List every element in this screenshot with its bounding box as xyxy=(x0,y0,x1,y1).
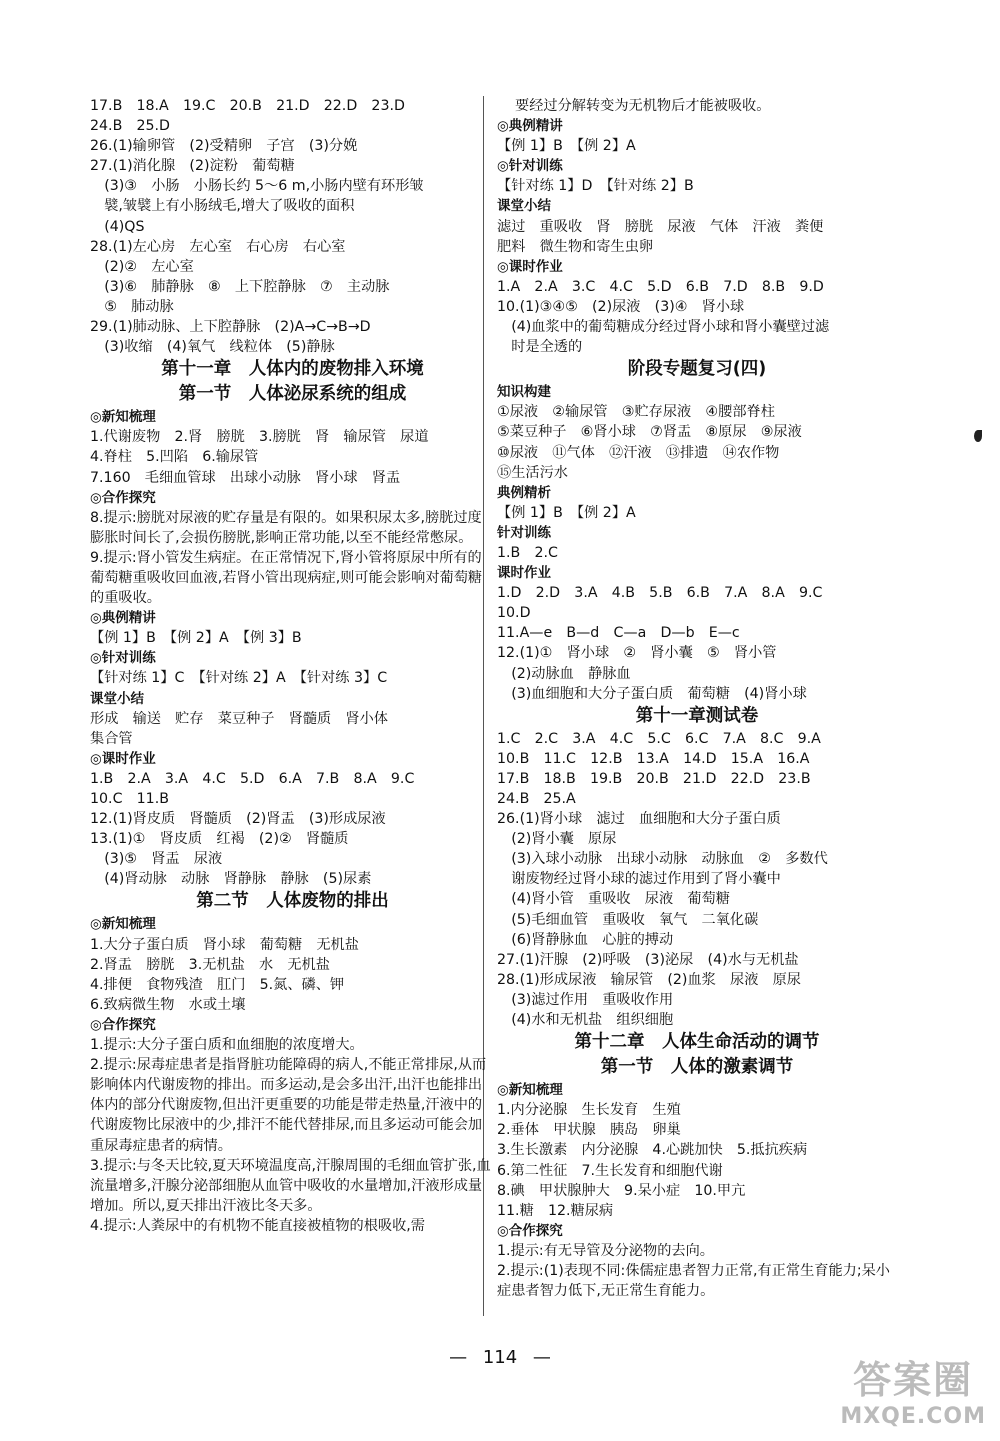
s1-dianli: 【例 1】B 【例 2】A 【例 3】B xyxy=(90,630,302,647)
label-xinzhi: ◎新知梳理 xyxy=(90,409,156,426)
text-line: 26.(1)肾小球 滤过 血细胞和大分子蛋白质 xyxy=(497,811,781,828)
text-line: 27.(1)汗腺 (2)呼吸 (3)泌尿 (4)水与无机盐 xyxy=(497,951,799,968)
label-zhendui-review: 针对训练 xyxy=(497,524,551,541)
text-line: 12.(1)① 肾小球 ② 肾小囊 ⑤ 肾小管 xyxy=(497,645,777,662)
watermark xyxy=(840,1349,986,1429)
text-line: 24.B 25.D xyxy=(90,118,170,135)
text-line: (2)动脉血 静脉血 xyxy=(497,665,631,682)
text-line: 1.B 2.A 3.A 4.C 5.D 6.A 7.B 8.A 9.C xyxy=(90,770,415,787)
text-line: 10.C 11.B xyxy=(90,791,169,807)
s1-hezuo-list xyxy=(90,508,495,608)
text-line: 28.(1)形成尿液 输尿管 (2)血浆 尿液 原尿 xyxy=(497,971,801,988)
text-line: (3)⑤ 肾盂 尿液 xyxy=(90,851,223,868)
label-ketang: 课堂小结 xyxy=(90,690,144,707)
text-line: (3)滤过作用 重吸收作用 xyxy=(497,991,674,1008)
c12-xinzhi-list xyxy=(497,1100,897,1221)
text-line: 6.致病微生物 水或土壤 xyxy=(90,996,246,1013)
label-xinzhi-2: ◎新知梳理 xyxy=(90,916,156,933)
prev-answers xyxy=(90,96,495,357)
text-line: 11.糖 12.糖尿病 xyxy=(497,1202,614,1219)
text-line: 1.内分泌腺 生长发育 生殖 xyxy=(497,1102,681,1119)
right-top-line: 要经过分解转变为无机物后才能被吸收。 xyxy=(515,98,771,114)
label-hezuo-2: ◎合作探究 xyxy=(90,1016,156,1033)
text-line: (4)肾小管 重吸收 尿液 葡萄糖 xyxy=(497,891,730,908)
s2-zhendui: 【针对练 1】D 【针对练 2】B xyxy=(497,178,694,195)
right-column xyxy=(497,96,897,1301)
text-line: (2)② 左心室 xyxy=(90,258,194,275)
text-line: 8.碘 甲状腺肿大 9.呆小症 10.甲亢 xyxy=(497,1182,746,1199)
text-line: 滤过 重吸收 肾 膀胱 尿液 气体 汗液 粪便 xyxy=(497,218,824,235)
text-line: 17.B 18.B 19.B 20.B 21.D 22.D 23.B xyxy=(497,770,811,787)
label-dianli-2: ◎典例精讲 xyxy=(497,118,563,135)
review-zhishi-list xyxy=(497,402,897,482)
s2-keshi-list xyxy=(497,277,897,357)
test-answers-list xyxy=(497,729,897,1030)
text-line: 2.肾盂 膀胱 3.无机盐 水 无机盐 xyxy=(90,956,330,973)
text-line: (3)③ 小肠 小肠长约 5～6 m,小肠内壁有环形皱 xyxy=(90,178,424,195)
label-keshi: ◎课时作业 xyxy=(90,750,156,767)
text-line: 1.提示:有无导管及分泌物的去向。 xyxy=(497,1242,714,1259)
label-dianli: ◎典例精讲 xyxy=(90,610,156,627)
text-line: ⑩尿液 ⑪气体 ⑫汗液 ⑬排遗 ⑭农作物 xyxy=(497,444,780,461)
text-line: 2.提示:(1)表现不同:侏儒症患者智力正常,有正常生育能力;呆小症患者智力低下,无正常生育能力。 xyxy=(497,1262,890,1300)
text-line: 3.生长激素 内分泌腺 4.心跳加快 5.抵抗疾病 xyxy=(497,1142,808,1159)
label-zhendui: ◎针对训练 xyxy=(90,650,156,667)
text-line: ①尿液 ②输尿管 ③贮存尿液 ④腰部脊柱 xyxy=(497,404,775,421)
s2-ketang-list xyxy=(497,217,897,257)
c12-hezuo-list xyxy=(497,1241,897,1301)
text-line: (3)入球小动脉 出球小动脉 动脉血 ② 多数代 xyxy=(497,851,828,868)
text-line: 24.B 25.A xyxy=(497,791,576,807)
text-line: (6)肾静脉血 心脏的搏动 xyxy=(497,931,674,948)
text-line: (3)收缩 (4)氧气 线粒体 (5)静脉 xyxy=(90,339,335,356)
watermark-logo: 答案圈 xyxy=(853,1357,974,1402)
text-line: 11.A—e B—d C—a D—b E—c xyxy=(497,625,740,642)
label-keshi-review: 课时作业 xyxy=(497,565,551,582)
text-line: 12.(1)肾皮质 肾髓质 (2)肾盂 (3)形成尿液 xyxy=(90,811,386,828)
text-line: ⑤ 肺动脉 xyxy=(90,298,174,315)
review-dianli: 【例 1】B 【例 2】A xyxy=(497,504,636,521)
text-line: (4)血浆中的葡萄糖成分经过肾小球和肾小囊壁过滤 xyxy=(497,319,830,336)
s1-zhendui: 【针对练 1】C 【针对练 2】A 【针对练 3】C xyxy=(90,670,388,687)
test-title: 第十一章测试卷 xyxy=(635,705,759,726)
label-xinzhi-c12: ◎新知梳理 xyxy=(497,1082,563,1099)
section-2-title: 第二节 人体废物的排出 xyxy=(196,891,389,912)
s2-xinzhi-list xyxy=(90,935,495,1015)
s2-dianli: 【例 1】B 【例 2】A xyxy=(497,138,636,155)
text-line: (4)QS xyxy=(90,218,145,235)
text-line: 1.代谢废物 2.肾 膀胱 3.膀胱 肾 输尿管 尿道 xyxy=(90,429,429,446)
text-line: 1.D 2.D 3.A 4.B 5.B 6.B 7.A 8.A 9.C xyxy=(497,585,823,602)
text-line: (3)⑥ 肺静脉 ⑧ 上下腔静脉 ⑦ 主动脉 xyxy=(90,278,390,295)
text-line: 肥料 微生物和寄生虫卵 xyxy=(497,238,654,255)
text-line: 4.提示:人粪尿中的有机物不能直接被植物的根吸收,需 xyxy=(90,1217,425,1234)
label-hezuo: ◎合作探究 xyxy=(90,489,156,506)
text-line: (4)水和无机盐 组织细胞 xyxy=(497,1012,674,1029)
label-zhishi: 知识构建 xyxy=(497,384,551,401)
s1-ketang-list xyxy=(90,709,495,749)
text-line: 谢废物经过肾小球的滤过作用到了肾小囊中 xyxy=(497,871,781,888)
s1-keshi-list xyxy=(90,769,495,890)
text-line: 7.160 毛细血管球 出球小动脉 肾小球 肾盂 xyxy=(90,469,401,486)
page-dash-left: — xyxy=(449,1347,468,1368)
label-hezuo-c12: ◎合作探究 xyxy=(497,1222,563,1239)
label-ketang-2: 课堂小结 xyxy=(497,198,551,215)
page-dash-right: — xyxy=(532,1347,551,1368)
text-line: 形成 输送 贮存 菜豆种子 肾髓质 肾小体 xyxy=(90,710,388,727)
text-line: (4)肾动脉 动脉 肾静脉 静脉 (5)尿素 xyxy=(90,871,372,888)
text-line: 1.C 2.C 3.A 4.C 5.C 6.C 7.A 8.C 9.A xyxy=(497,730,821,747)
text-line: 4.排便 食物残渣 肛门 5.氮、磷、钾 xyxy=(90,976,345,993)
page-number-value: 114 xyxy=(482,1347,518,1368)
label-keshi-2: ◎课时作业 xyxy=(497,258,563,275)
chapter-11-title: 第十一章 人体内的废物排入环境 xyxy=(161,359,424,380)
text-line: 3.提示:与冬天比较,夏天环境温度高,汗腺周围的毛细血管扩张,血流量增多,汗腺分泌部细胞从血管中吸收的水量增加,汗液形成量增加。所以,夏天排出汗液比冬天多。 xyxy=(90,1157,491,1214)
section-1-title: 第一节 人体泌尿系统的组成 xyxy=(178,384,407,405)
text-line: 襞,皱襞上有小肠绒毛,增大了吸收的面积 xyxy=(90,198,355,215)
text-line: 1.提示:大分子蛋白质和血细胞的浓度增大。 xyxy=(90,1037,364,1054)
review-title: 阶段专题复习(四) xyxy=(627,359,767,380)
text-line: (3)血细胞和大分子蛋白质 葡萄糖 (4)肾小球 xyxy=(497,685,807,702)
text-line: (2)肾小囊 原尿 xyxy=(497,831,617,848)
text-line: 17.B 18.A 19.C 20.B 21.D 22.D 23.D xyxy=(90,98,405,114)
label-dianli-review: 典例精析 xyxy=(497,484,551,501)
text-line: (5)毛细血管 重吸收 氧气 二氧化碳 xyxy=(497,911,759,928)
ink-mark xyxy=(974,430,982,442)
text-line: 4.脊柱 5.凹陷 6.输尿管 xyxy=(90,449,259,466)
c12-section-1-title: 第一节 人体的激素调节 xyxy=(600,1057,794,1078)
text-line: 29.(1)肺动脉、上下腔静脉 (2)A→C→B→D xyxy=(90,319,371,336)
watermark-url: MXQE.COM xyxy=(840,1404,986,1429)
text-line: 10.D xyxy=(497,605,531,622)
text-line: 2.垂体 甲状腺 胰岛 卵巢 xyxy=(497,1122,681,1139)
text-line: 6.第二性征 7.生长发育和细胞代谢 xyxy=(497,1162,723,1179)
text-line: ⑮生活污水 xyxy=(497,464,568,481)
label-zhendui-2: ◎针对训练 xyxy=(497,158,563,175)
text-line: 27.(1)消化腺 (2)淀粉 葡萄糖 xyxy=(90,158,295,175)
text-line: 10.B 11.C 12.B 13.A 14.D 15.A 16.A xyxy=(497,750,810,767)
text-line: 时是全透的 xyxy=(497,339,583,356)
text-line: 1.大分子蛋白质 肾小球 葡萄糖 无机盐 xyxy=(90,936,359,953)
s2-hezuo-list xyxy=(90,1035,495,1236)
text-line: 2.提示:尿毒症患者是指肾脏功能障碍的病人,不能正常排尿,从而影响体内代谢废物的排出。而多运动,是会多出汗,出汗也能排出体内的部分代谢废物,但出汗更重要的功能是带走热量,汗液中的代谢废物比尿液中的少,排汗不能代替排尿,而且多运动可能会加重尿毒症患者的病情。 xyxy=(90,1057,487,1154)
text-line: 8.提示:膀胱对尿液的贮存量是有限的。如果积尿太多,膀胱过度膨胀时间长了,会损伤膀胱,影响正常功能,以至不能经常憋尿。 xyxy=(90,509,482,546)
text-line: 9.提示:肾小管发生病症。在正常情况下,肾小管将原尿中所有的葡萄糖重吸收回血液,若肾小管出现病症,则可能会影响对葡萄糖的重吸收。 xyxy=(90,549,483,607)
text-line: ⑤菜豆种子 ⑥肾小球 ⑦肾盂 ⑧原尿 ⑨尿液 xyxy=(497,424,802,441)
text-line: 26.(1)输卵管 (2)受精卵 子宫 (3)分娩 xyxy=(90,138,358,155)
text-line: 10.(1)③④⑤ (2)尿液 (3)④ 肾小球 xyxy=(497,298,745,315)
text-line: 28.(1)左心房 左心室 右心房 右心室 xyxy=(90,238,346,255)
text-line: 集合管 xyxy=(90,730,133,747)
text-line: 13.(1)① 肾皮质 红褐 (2)② 肾髓质 xyxy=(90,831,349,848)
chapter-12-title: 第十二章 人体生命活动的调节 xyxy=(574,1032,820,1053)
review-keshi-list xyxy=(497,583,897,704)
review-zhendui: 1.B 2.C xyxy=(497,544,558,561)
s1-xinzhi-list xyxy=(90,427,495,487)
left-column xyxy=(90,96,495,1236)
text-line: 1.A 2.A 3.C 4.C 5.D 6.B 7.D 8.B 9.D xyxy=(497,278,824,295)
